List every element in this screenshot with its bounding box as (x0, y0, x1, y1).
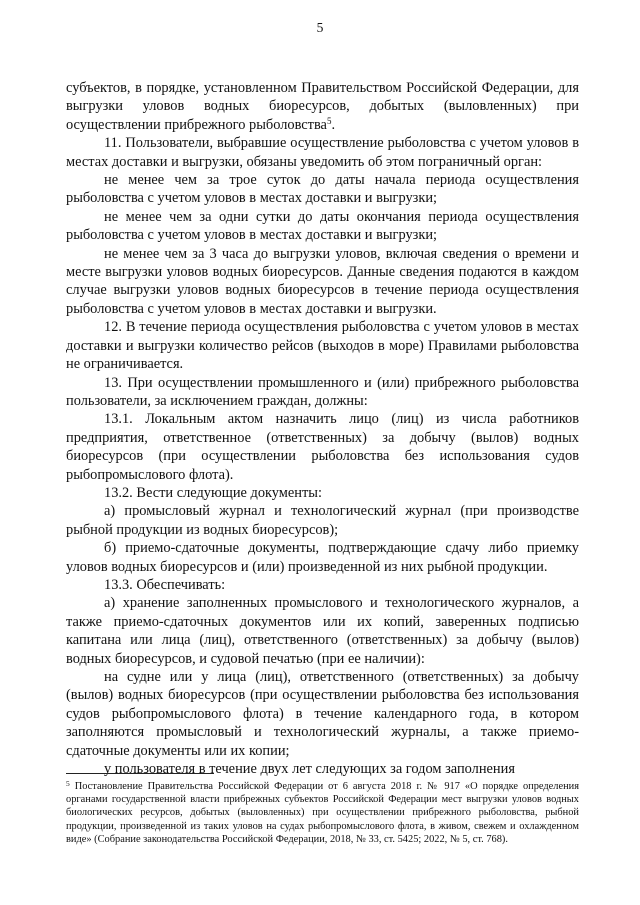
paragraph-13-2: 13.2. Вести следующие документы: (104, 484, 322, 501)
paragraph-end-punct: . (331, 116, 336, 133)
footnote-reference[interactable]: 5 (326, 115, 332, 126)
paragraph-12: 12. В течение периода осуществления рыболовства с учетом уловов в местах доставки и выгрузки количество рейсов (выходов в море) Правилами рыболовства не ограничивается. (66, 319, 579, 373)
paragraph-item: не менее чем за трое суток до даты начала периода осуществления рыболовства с учетом уловов в местах доставки и выгрузки; (66, 172, 579, 207)
footnote (66, 780, 579, 846)
paragraph-11: 11. Пользователи, выбравшие осуществление рыболовства с учетом уловов в местах доставки и выгрузки, обязаны уведомить об этом пограничный орган: (66, 135, 579, 170)
paragraph-item: не менее чем за одни сутки до даты окончания периода осуществления рыболовства с учетом уловов в местах доставки и выгрузки; (66, 208, 579, 244)
body-text (66, 79, 579, 778)
footnote-text: Постановление Правительства Российской Федерации от 6 августа 2018 г. № 917 «О порядке определения органами государственной власти прибрежных субъектов Российской Федерации мест выгрузки уловов водных биологических ресурсов, добытых (выловленных) при осуществлении прибрежного рыболовства, рыбной продукции, произведенной из таких уловов на судах рыбопромыслового флота, в живом, свежем и охлажденном виде» (Собрание законодательства Российской Федерации, 2018, № 33, ст. 5425; 2022, № 5, ст. 768). (66, 781, 579, 845)
paragraph-13: 13. При осуществлении промышленного и (или) прибрежного рыболовства пользователи, за исключением граждан, должны: (66, 374, 579, 409)
footnote-divider (66, 773, 214, 774)
paragraph-continuation (66, 79, 579, 134)
paragraph-text: субъектов, в порядке, установленном Правительством Российской Федерации, для выгрузки уловов водных биоресурсов, добытых (выловленных) при осуществлении прибрежного рыболовства (66, 80, 579, 133)
footnote-mark: 5 (66, 779, 70, 788)
paragraph-item: а) хранение заполненных промыслового и технологического журналов, а также приемо-сдаточных документов или их копий, заверенных подписью капитана или лица (лиц), ответственного (ответственных) за добычу (вылов) водных биоресурсов, и судовой печатью (при ее наличии): (66, 595, 579, 667)
paragraph-13-1: 13.1. Локальным актом назначить лицо (лиц) из числа работников предприятия, ответственное (ответственных) за добычу (вылов) водных биоресурсов (при осуществлении рыболовства без использования судов рыбопромыслового флота). (66, 411, 579, 483)
paragraph-item: б) приемо-сдаточные документы, подтверждающие сдачу либо приемку уловов водных биоресурсов и (или) произведенной из них рыбной продукции. (66, 540, 579, 575)
paragraph-item: не менее чем за 3 часа до выгрузки уловов, включая сведения о времени и месте выгрузки уловов водных биоресурсов. Данные сведения подаются в каждом случае выгрузки уловов водных биоресурсов в течение периода осуществления рыболовства с учетом уловов в местах доставки и выгрузки. (66, 245, 579, 317)
paragraph-13-3: 13.3. Обеспечивать: (104, 576, 226, 593)
page-number: 5 (316, 20, 324, 35)
paragraph-item: у пользователя в течение двух лет следующих за годом заполнения (104, 761, 515, 778)
paragraph-item: а) промысловый журнал и технологический журнал (при производстве рыбной продукции из водных биоресурсов); (66, 503, 579, 538)
paragraph-item: на судне или у лица (лиц), ответственного (ответственных) за добычу (вылов) водных биоресурсов (при осуществлении рыболовства без использования судов рыбопромыслового флота) в течение календарного года, в котором заполняются промысловый и технологический журналы, а также приемо-сдаточные документы или их копии; (66, 669, 579, 759)
